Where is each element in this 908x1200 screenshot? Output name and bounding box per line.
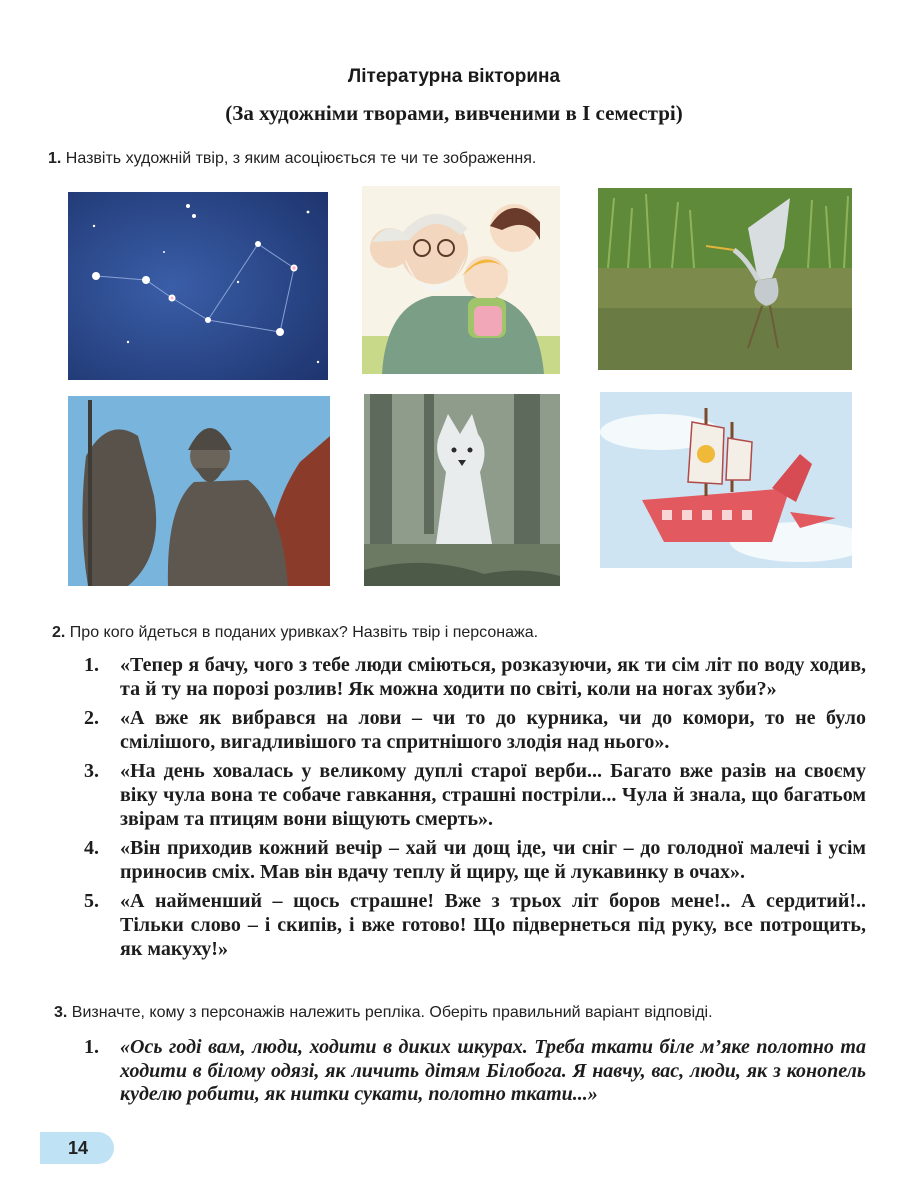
page-subtitle: (За художніми творами, вивченими в І семестрі) <box>225 101 683 125</box>
constellation-icon <box>68 192 328 380</box>
task-2-number: 2. <box>52 624 66 641</box>
task-3-text: Визначте, кому з персонажів належить репліка. Оберіть правильний варіант відповіді. <box>71 1004 713 1021</box>
excerpt-list <box>84 654 866 967</box>
list-item: 2. «А вже як вибрався на лови – чи то до курника, чи до комори, то не було смілішого, вигадливішого та спритнішого злодія над нього». <box>84 707 866 753</box>
excerpt-text: «На день ховалась у великому дуплі старої верби... Багато вже разів на своєму віку чула вона те собаче гавкання, страшні постріли... Чула й знала, що багатьом звірам та птицям вони віщують смерть». <box>120 760 866 830</box>
wolf-icon <box>364 394 560 586</box>
page-title: Літературна вікторина <box>347 66 561 87</box>
quote-list <box>84 1036 866 1113</box>
excerpt-text: «А найменший – щось страшне! Вже з трьох літ боров мене!.. А сердитий!.. Тільки слово – і скипів, і вже готово! Що підвернеться під руку, все потрощить, як макуху!» <box>120 890 866 960</box>
list-item: 3. «На день ховалась у великому дуплі старої верби... Багато вже разів на своєму віку чула вона те собаче гавкання, страшні постріли... Чула й знала, що багатьом звірам та птицям вони віщують смерть». <box>84 760 866 830</box>
task-1-prompt <box>48 150 536 168</box>
list-item: 1. «Ось годі вам, люди, ходити в диких шкурах. Треба ткати біле м’яке полотно та ходити в білому одязі, як личить дітям Білобога. Я навчу, вас, люди, як з конопель куделю робити, як нитки сукати, полотно ткати...» <box>84 1036 866 1106</box>
flying-ship-icon <box>600 392 852 568</box>
excerpt-text: «Тепер я бачу, чого з тебе люди сміються, розказуючи, як ти сім літ по воду ходив, та й ту на порозі розлив! Як можна ходити по світі, коли на ногах зуби?» <box>120 654 866 700</box>
list-item: 1. «Тепер я бачу, чого з тебе люди сміються, розказуючи, як ти сім літ по воду ходив, та й ту на порозі розлив! Як можна ходити по світі, коли на ногах зуби?» <box>84 654 866 700</box>
task-2-text: Про кого йдеться в поданих уривках? Назвіть твір і персонажа. <box>69 624 539 641</box>
quote-text: «Ось годі вам, люди, ходити в диких шкурах. Треба ткати біле м’яке полотно та ходити в білому одязі, як личить дітям Білобога. Я навчу, вас, люди, як з конопель куделю робити, як нитки сукати, полотно ткати...» <box>120 1036 866 1106</box>
page-number: 14 <box>40 1132 114 1164</box>
list-item: 5. «А найменший – щось страшне! Вже з трьох літ боров мене!.. А сердитий!.. Тільки слово – і скипів, і вже готово! Що підвернеться під руку, все потрощить, як макуху!» <box>84 890 866 960</box>
task-2-prompt <box>52 624 538 642</box>
task-3-prompt <box>54 1004 713 1022</box>
heron-icon <box>598 188 852 370</box>
task-1-text: Назвіть художній твір, з яким асоціюється те чи те зображення. <box>65 150 537 167</box>
excerpt-text: «Він приходив кожний вечір – хай чи дощ іде, чи сніг – до голодної малечі і усім приносив сміх. Мав він вдачу теплу й щиру, ще й лукавинку в очах». <box>120 837 866 883</box>
excerpt-text: «А вже як вибрався на лови – чи то до курника, чи до комори, то не було смілішого, вигадливішого та спритнішого злодія над нього». <box>120 707 866 753</box>
grandfather-children-icon <box>362 186 560 374</box>
knight-statue-icon <box>68 396 330 586</box>
task-1-number: 1. <box>48 150 62 167</box>
list-item: 4. «Він приходив кожний вечір – хай чи дощ іде, чи сніг – до голодної малечі і усім приносив сміх. Мав він вдачу теплу й щиру, ще й лукавинку в очах». <box>84 837 866 883</box>
task-3-number: 3. <box>54 1004 68 1021</box>
